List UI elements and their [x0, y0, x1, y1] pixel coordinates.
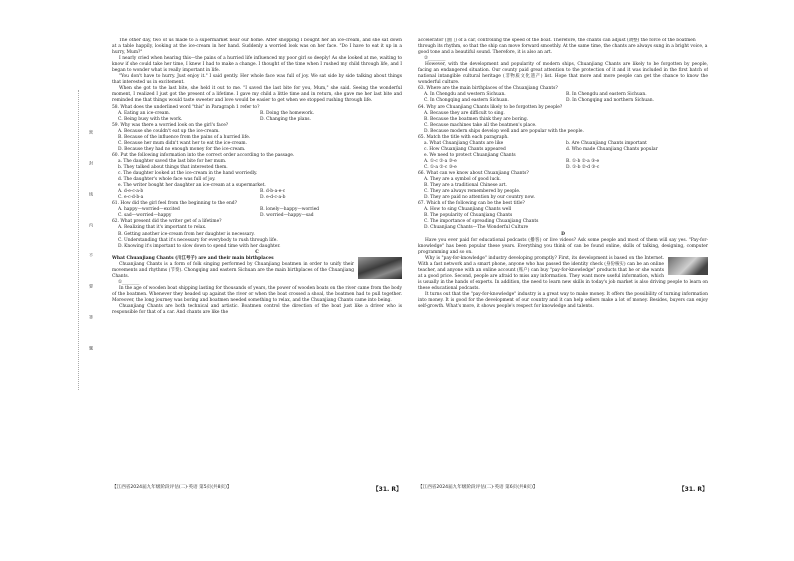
match-item: e. We need to protect Chuanjiang Chants	[424, 152, 516, 158]
option: D. ①-b ②-d ③-c	[566, 164, 600, 170]
question-65: 65. Match the title with each paragraph.	[418, 134, 509, 140]
option: B. In Chengdu and eastern Sichuan.	[566, 92, 647, 98]
option: A. happy—worried—excited	[118, 207, 180, 213]
option: A. How to sing Chuanjiang Chants well	[424, 207, 512, 213]
option: C. Being busy with the work.	[118, 116, 183, 122]
option: B. Because of the influence from the pains of a hurried life.	[118, 134, 251, 140]
option: D. worried—happy—sad	[260, 213, 314, 219]
option: B. ①-b ②-a ③-e	[566, 158, 600, 164]
paragraph: In the age of wooden boat shipping lasting for thousands of years, the power of wooden boats on the river came from the body of the boatmen. Whenever they headed up against the river or when the boat crossed a shoal, the boatmen had to pull together. Moreover, the long journey was boring and boatmen needed something to relax, and the Chuanjiang Chants came into being.	[112, 285, 402, 304]
option: A. They are a symbol of good luck.	[424, 177, 501, 183]
option: C. ①-a ②-c ③-e	[424, 164, 457, 170]
option: C. In Chongqing and eastern Sichuan.	[424, 98, 509, 104]
question-66: 66. What can we know about Chuanjiang Chants?	[418, 171, 529, 177]
paragraph: I nearly cried when hearing this—the pains of a hurried life influenced my poor girl so deeply! As she looked at me, waiting to know if she could take her time, I knew I had to make a change. I thought of the time when I rushed my child through life, and I began to wonder what is really important in life.	[112, 56, 402, 74]
binding-char: 封	[89, 160, 94, 165]
options-row	[112, 117, 402, 123]
option: D. Chuanjiang Chants—The Wonderful Culture	[424, 225, 529, 231]
question-58: 58. What does the underlined word "this" in Paragraph 1 refer to?	[112, 104, 260, 110]
section-heading-d: D	[561, 231, 565, 237]
order-item: e. The writer bought her daughter an ice-cream at a supermarket.	[118, 183, 266, 189]
paragraph: Have you ever paid for educational podcasts (播客) or live videos? Ask some people and most of them will say yes. "Pay-for-knowledge" has been popular these years. Everything you think of can be found online, skills of talking, designing, computer programming and so on.	[418, 237, 708, 255]
question-64: 64. Why are Chuanjiang Chants likely to be forgotten by people?	[418, 104, 563, 110]
footer-code: 【31. R】	[678, 486, 708, 493]
option: C. They are always remembered by people.	[424, 189, 521, 195]
option: D. Changing the plans.	[260, 116, 311, 122]
question-60: 60. Put the following information into the correct order according to the passage.	[112, 152, 295, 158]
option: D. e-d-c-a-b	[260, 195, 286, 201]
options-row	[418, 98, 708, 104]
podcast-image	[668, 257, 708, 275]
footer-page-label: 【江西省2024届九年级阶段评估(二)·英语 第6页(共8页)】	[418, 485, 538, 490]
option: C. e-c-d-b-a	[118, 195, 144, 201]
match-item: d. Who made Chuanjiang Chants popular	[566, 146, 658, 152]
boatmen-photo	[358, 257, 402, 279]
binding-char: 密	[89, 130, 94, 134]
option: B. They are a traditional Chinese art.	[424, 183, 507, 189]
option: D. Because modern ships develop well and are popular with the people.	[424, 128, 584, 134]
option: C. Understanding that it's necessary for everybody to rush through life.	[118, 237, 278, 243]
binding-char: 答	[89, 315, 94, 320]
option: A. ①-c ②-a ③-e	[424, 158, 457, 164]
binding-char: 要	[89, 284, 94, 289]
option: C. Because machines take all the boatmen's place.	[424, 122, 537, 128]
left-column	[112, 38, 402, 518]
option: A. In Chengdu and western Sichuan.	[424, 92, 506, 98]
question-63: 63. Where are the main birthplaces of the Chuanjiang Chants?	[418, 86, 558, 92]
paragraph: Chuanjiang Chants are both technical and artistic. Boatmen control the direction of the boat just like a driver who is responsible for that of a car. And chants are like the	[112, 304, 402, 316]
paragraph: When she got to the last bite, she held it out to me. "I saved the last bite for you, Mum," she said. Seeing the wonderful moment, I realized I just got the present of a lifetime. I gave my child a little time and in return, she gave me her last bite and reminded me that things would taste sweeter and love would be easier to get when we stopped rushing through life.	[112, 86, 402, 104]
option: A. Because they are difficult to sing.	[424, 110, 505, 116]
binding-margin	[84, 130, 98, 350]
option: A. d-e-c-a-b	[118, 189, 144, 195]
option: A. Eating an ice-cream.	[118, 110, 171, 116]
passage-title: What Chuanjiang Chants (川江号子) are and their main birthplaces	[112, 255, 274, 261]
footer-code: 【31. R】	[372, 486, 402, 493]
option: D. They are paid no attention by our country now.	[424, 195, 535, 201]
paragraph: It turns out that the "pay-for-knowledge" industry is a great way to make money. It offers the possibility of turning information into money. It is good for the development of our country and it can help sellers make a lot of money. Besides, buyers can enjoy self-growth. What's more, it shows people's respect for knowledge and talents.	[418, 291, 708, 310]
question-59: 59. Why was there a worried look on the girl's face?	[112, 122, 229, 128]
binding-char: 内	[89, 222, 94, 227]
order-item: b. They talked about things that interested them.	[118, 164, 228, 170]
exam-sheet	[112, 38, 710, 518]
paragraph: accelerator (油门) of a car, controlling the speed of the boat. Therefore, the chants can adjust (调整) the force of the boatmen through its rhythm, so that the ship can move forward smoothly. At the same time, the chants are always sung in a bright voice, a good tone and a beautiful sound. Therefore, it is also an art.	[418, 38, 708, 56]
option: B. lonely—happy—worried	[260, 207, 320, 213]
option: D. Knowing it's important to slow down to spend time with her daughter.	[118, 243, 281, 249]
paragraph: "You don't have to hurry. Just enjoy it." I said gently. Her whole face was full of joy. We sat side by side talking about things that interested us in excitement.	[112, 74, 402, 86]
option: C. sad—worried—happy	[118, 213, 172, 219]
paragraph: Chuanjiang Chants is a form of folk singing performed by Chuanjiang boatmen in order to unify their movements and rhythms (节奏). Chongqing and eastern Sichuan are the main birthplaces of the Chuanjiang Chants.	[112, 261, 354, 279]
page-footer-right	[418, 484, 708, 493]
option: A. Realizing that it's important to relax.	[118, 225, 207, 231]
binding-char: 线	[89, 191, 94, 196]
page-footer-left	[112, 484, 402, 493]
match-item: b. Are Chuanjiang Chants important	[566, 140, 647, 146]
binding-line	[78, 90, 79, 390]
binding-char: 不	[89, 253, 94, 258]
section-heading-c: C	[255, 249, 259, 255]
blank-2: ②________	[424, 56, 446, 62]
paragraph: The other day, two of us made to a supermarket near our home. After shopping I bought her an ice-cream, and she sat down at a table happily, looking at the ice-cream in her hand. Suddenly a worried look was on her face. "Do I have to eat it up in a hurry, Mum?"	[112, 38, 402, 56]
option: B. d-b-a-e-c	[260, 189, 286, 195]
paragraph: However, with the development and popularity of modern ships, Chuanjiang Chants are likely to be forgotten by people, facing an endangered situation. Our county paid great attention to the protection of it and it was included in the first batch of national intangible cultural heritage (非物质文化遗产) list. Hope that more and more people can get the chance to know the wonderful culture.	[418, 62, 708, 86]
option: B. The popularity of Chuanjiang Chants	[424, 213, 513, 219]
footer-page-label: 【江西省2024届九年级阶段评估(二)·英语 第5页(共8页)】	[112, 485, 232, 490]
option: A. Because she couldn't eat up the ice-cream.	[118, 128, 220, 134]
right-column	[418, 38, 708, 518]
order-item: a. The daughter saved the last bite for her mum.	[118, 158, 227, 164]
binding-char: 题	[89, 345, 94, 350]
option: B. Doing the homework.	[260, 110, 314, 116]
order-item: d. The daughter's whole face was full of joy.	[118, 177, 216, 183]
match-item: a. What Chuanjiang Chants are like	[424, 140, 504, 146]
question-62: 62. What present did the writer get of a lifetime?	[112, 219, 222, 225]
option: C. The importance of spreading Chuanjiang Chants	[424, 219, 539, 225]
question-61: 61. How did the girl feel from the beginning to the end?	[112, 201, 237, 207]
option: D. In Chongqing and northern Sichuan.	[566, 98, 654, 104]
options-row	[418, 147, 708, 153]
question-67: 67. Which of the following can be the best title?	[418, 201, 525, 207]
match-item: c. How Chuanjiang Chants appeared	[424, 146, 506, 152]
option: B. Because the boatmen think they are boring.	[424, 116, 529, 122]
option: B. Getting another ice-cream from her daughter is necessary.	[118, 231, 255, 237]
paragraph: Why is "pay-for-knowledge" industry developing promptly? First, its development is based on the Internet. With a fast network and a smart phone, anyone who has passed the identity check (身份核实) can be an online teacher, and anyone with an online account (账户) can buy "pay-for-knowledge" products that he or she wants at a good price. Second, people are afraid to miss any information. They want more useful information, which is usually in the hands of experts. In addition, the need to learn new skills in today's job market is also driving people to learn on these educational podcasts.	[418, 255, 708, 291]
option: C. Because her mum didn't want her to eat the ice-cream.	[118, 140, 247, 146]
order-item: c. The daughter looked at the ice-cream in the hand worriedly.	[118, 171, 258, 177]
option: D. Because they had no enough money for the ice-cream.	[118, 146, 246, 152]
blank-1: ①________	[118, 279, 140, 285]
